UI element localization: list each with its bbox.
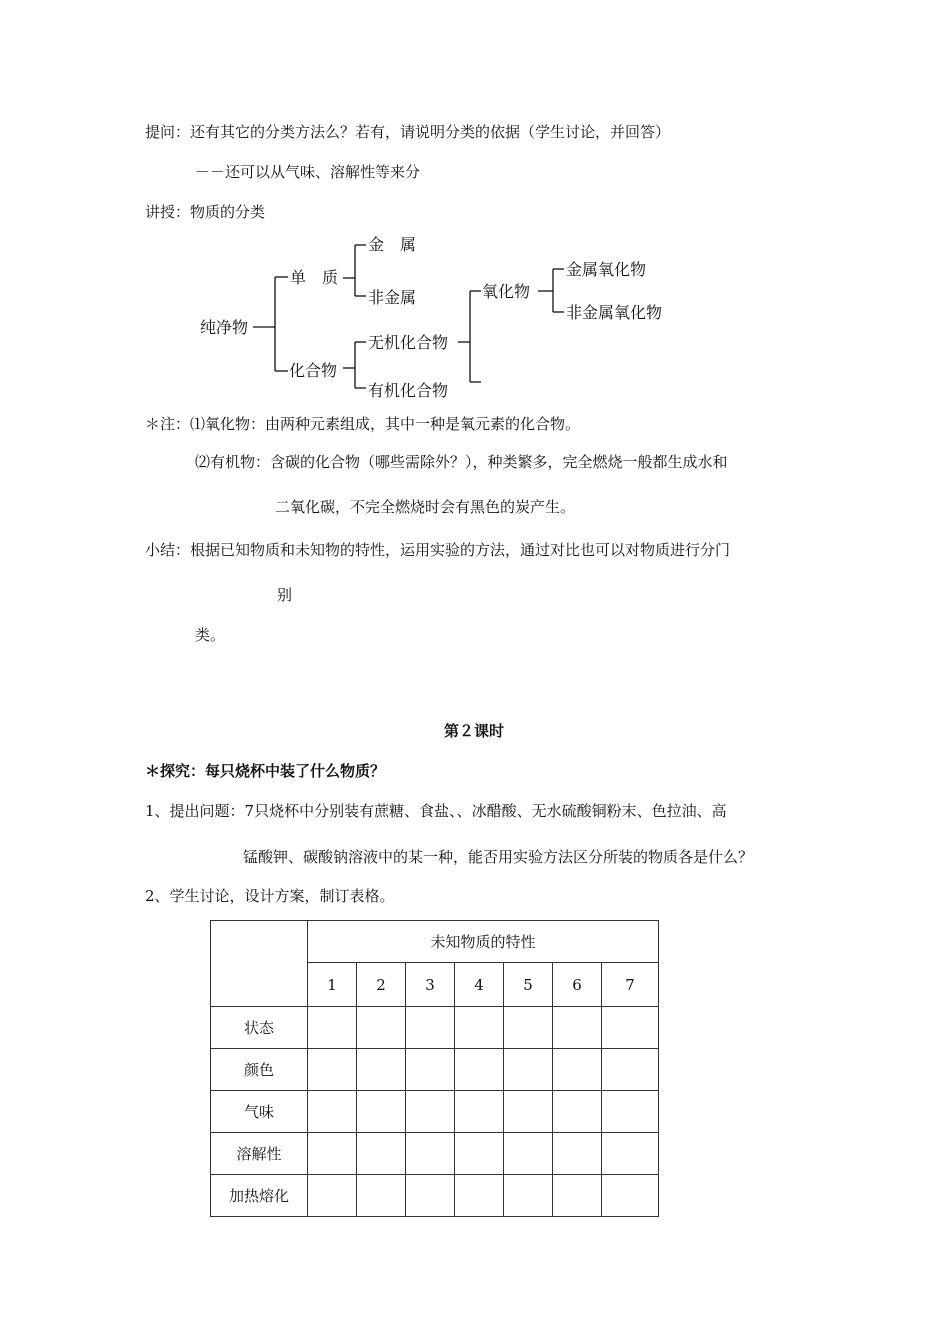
column-header: 4 bbox=[455, 963, 504, 1007]
row-label: 颜色 bbox=[211, 1049, 308, 1091]
column-header: 3 bbox=[406, 963, 455, 1007]
empty-cell bbox=[455, 1175, 504, 1217]
empty-cell bbox=[553, 1175, 602, 1217]
tree-oxide: 氧化物 bbox=[482, 282, 531, 301]
empty-cell bbox=[357, 1175, 406, 1217]
tree-compound: 化合物 bbox=[289, 361, 338, 380]
summary-line-1: 小结：根据已知物质和未知物的特性，运用实验的方法，通过对比也可以对物质进行分门 bbox=[145, 541, 731, 559]
table-corner-cell bbox=[211, 921, 308, 1007]
tree-simple: 单 质 bbox=[290, 268, 339, 287]
empty-cell bbox=[553, 1049, 602, 1091]
empty-cell bbox=[602, 1175, 659, 1217]
empty-cell bbox=[504, 1007, 553, 1049]
row-label: 加热熔化 bbox=[211, 1175, 308, 1217]
empty-cell bbox=[406, 1007, 455, 1049]
lecture-text: 讲授：物质的分类 bbox=[145, 203, 266, 221]
empty-cell bbox=[308, 1133, 357, 1175]
empty-cell bbox=[357, 1133, 406, 1175]
inquiry-heading: ＊探究：每只烧杯中装了什么物质？ bbox=[145, 762, 386, 780]
step-2: 2、学生讨论，设计方案，制订表格。 bbox=[145, 887, 395, 905]
row-label: 状态 bbox=[211, 1007, 308, 1049]
empty-cell bbox=[406, 1175, 455, 1217]
empty-cell bbox=[357, 1007, 406, 1049]
empty-cell bbox=[455, 1091, 504, 1133]
table-row bbox=[211, 1007, 659, 1049]
empty-cell bbox=[553, 1133, 602, 1175]
empty-cell bbox=[602, 1049, 659, 1091]
note-2: ⑵有机物：含碳的化合物（哪些需除外？），种类繁多，完全燃烧一般都生成水和 bbox=[195, 453, 728, 471]
column-header: 1 bbox=[308, 963, 357, 1007]
table-row bbox=[211, 1175, 659, 1217]
empty-cell bbox=[504, 1175, 553, 1217]
row-label: 溶解性 bbox=[211, 1133, 308, 1175]
empty-cell bbox=[504, 1091, 553, 1133]
empty-cell bbox=[406, 1133, 455, 1175]
column-header: 6 bbox=[553, 963, 602, 1007]
empty-cell bbox=[308, 1007, 357, 1049]
empty-cell bbox=[602, 1091, 659, 1133]
empty-cell bbox=[455, 1007, 504, 1049]
empty-cell bbox=[357, 1091, 406, 1133]
empty-cell bbox=[602, 1007, 659, 1049]
empty-cell bbox=[553, 1007, 602, 1049]
empty-cell bbox=[308, 1091, 357, 1133]
empty-cell bbox=[455, 1049, 504, 1091]
question-text: 提问：还有其它的分类方法么？若有，请说明分类的依据（学生讨论，并回答） bbox=[145, 123, 671, 141]
empty-cell bbox=[504, 1049, 553, 1091]
table-header: 未知物质的特性 bbox=[308, 921, 659, 963]
tree-metal: 金 属 bbox=[368, 235, 417, 254]
empty-cell bbox=[602, 1133, 659, 1175]
tree-metal-oxide: 金属氧化物 bbox=[566, 260, 647, 279]
column-header: 7 bbox=[602, 963, 659, 1007]
lesson-title: 第２课时 bbox=[444, 722, 505, 740]
empty-cell bbox=[553, 1091, 602, 1133]
tree-organic: 有机化合物 bbox=[368, 381, 449, 400]
tree-inorganic: 无机化合物 bbox=[368, 333, 449, 352]
step-1: 1、提出问题：7只烧杯中分别装有蔗糖、食盐、、冰醋酸、无水硫酸铜粉末、色拉油、高 bbox=[145, 802, 727, 820]
tree-nonmetal: 非金属 bbox=[368, 288, 417, 307]
properties-table bbox=[210, 920, 659, 1217]
empty-cell bbox=[357, 1049, 406, 1091]
note-2-continued: 二氧化碳，不完全燃烧时会有黑色的炭产生。 bbox=[275, 498, 576, 516]
summary-line-2: 别 bbox=[277, 586, 293, 604]
step-1-continued: 锰酸钾、碳酸钠溶液中的某一种，能否用实验方法区分所装的物质各是什么？ bbox=[243, 848, 754, 866]
row-label: 气味 bbox=[211, 1091, 308, 1133]
tree-nonmetal-oxide: 非金属氧化物 bbox=[566, 303, 663, 322]
answer-text: －－还可以从气味、溶解性等来分 bbox=[195, 163, 421, 181]
empty-cell bbox=[308, 1175, 357, 1217]
column-header: 5 bbox=[504, 963, 553, 1007]
table-row bbox=[211, 1091, 659, 1133]
empty-cell bbox=[455, 1133, 504, 1175]
empty-cell bbox=[406, 1049, 455, 1091]
table-row bbox=[211, 1133, 659, 1175]
empty-cell bbox=[308, 1049, 357, 1091]
empty-cell bbox=[406, 1091, 455, 1133]
table-row bbox=[211, 1049, 659, 1091]
note-1: ＊注：⑴氧化物：由两种元素组成，其中一种是氧元素的化合物。 bbox=[145, 415, 581, 433]
empty-cell bbox=[504, 1133, 553, 1175]
column-header: 2 bbox=[357, 963, 406, 1007]
summary-line-3: 类。 bbox=[195, 626, 226, 644]
tree-root: 纯净物 bbox=[200, 318, 249, 337]
classification-tree bbox=[0, 0, 950, 420]
